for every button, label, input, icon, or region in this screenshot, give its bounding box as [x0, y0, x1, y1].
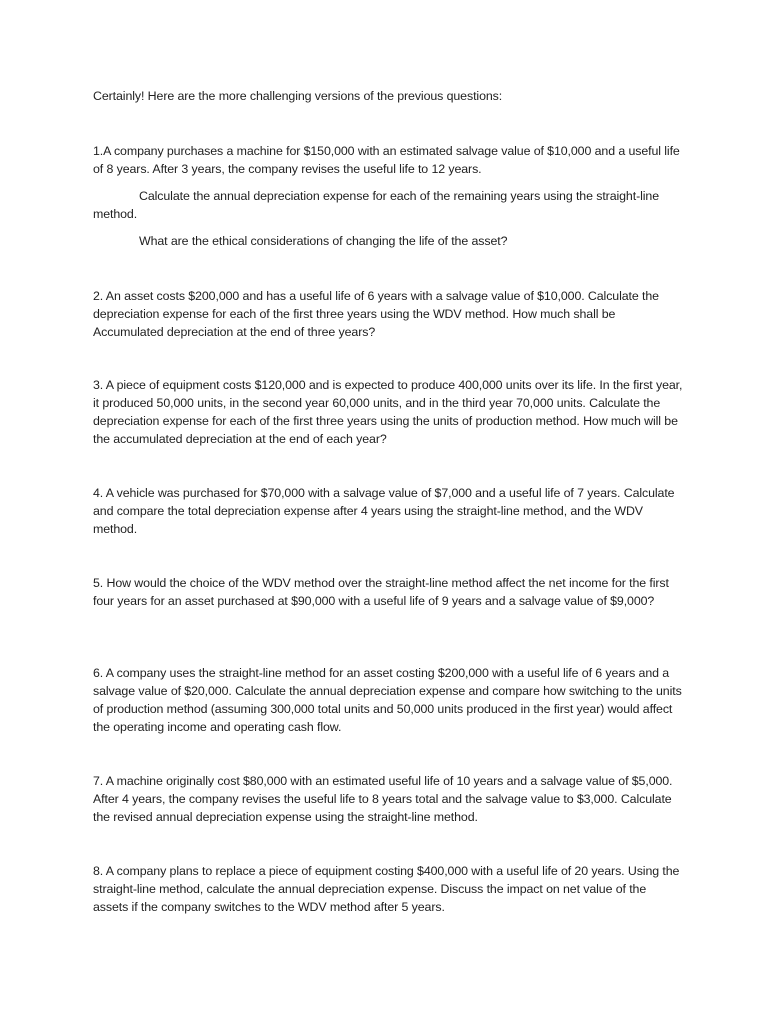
question-2: 2. An asset costs $200,000 and has a useful life of 6 years with a salvage value of $10,000. Calculate the depreciation expense for each of the first three years using the WDV method. How much shall be Accumulated depreciation at the end of three years? — [93, 289, 659, 339]
intro-paragraph: Certainly! Here are the more challenging versions of the previous questions: — [93, 89, 503, 103]
question-5: 5. How would the choice of the WDV method over the straight-line method affect the net income for the first four years for an asset purchased at $90,000 with a useful life of 9 years and a salvage value of $9,000? — [93, 576, 669, 608]
question-1-part-a: Calculate the annual depreciation expense for each of the remaining years using the straight-line method. — [93, 189, 659, 221]
question-6: 6. A company uses the straight-line method for an asset costing $200,000 with a useful life of 6 years and a salvage value of $20,000. Calculate the annual depreciation expense and compare how switching to the units of production method (assuming 300,000 total units and 50,000 units produced in the first year) would affect the operating income and operating cash flow. — [93, 666, 682, 734]
question-1: 1.A company purchases a machine for $150,000 with an estimated salvage value of $10,000 and a useful life of 8 years. After 3 years, the company revises the useful life to 12 years. — [93, 144, 680, 176]
question-8: 8. A company plans to replace a piece of equipment costing $400,000 with a useful life of 20 years. Using the straight-line method, calculate the annual depreciation expense. Discuss the impact on net value of the assets if the company switches to the WDV method after 5 years. — [93, 864, 680, 914]
question-4: 4. A vehicle was purchased for $70,000 with a salvage value of $7,000 and a useful life of 7 years. Calculate and compare the total depreciation expense after 4 years using the straight-line method, and the WDV method. — [93, 486, 675, 536]
question-3: 3. A piece of equipment costs $120,000 and is expected to produce 400,000 units over its life. In the first year, it produced 50,000 units, in the second year 60,000 units, and in the third year 70,000 units. Calculate the depreciation expense for each of the first three years using the units of production method. How much will be the accumulated depreciation at the end of each year? — [93, 378, 683, 446]
question-7: 7. A machine originally cost $80,000 with an estimated useful life of 10 years and a salvage value of $5,000. After 4 years, the company revises the useful life to 8 years total and the salvage value to $3,000. Calculate the revised annual depreciation expense using the straight-line method. — [93, 774, 673, 824]
question-1-part-b: What are the ethical considerations of changing the life of the asset? — [139, 234, 508, 248]
